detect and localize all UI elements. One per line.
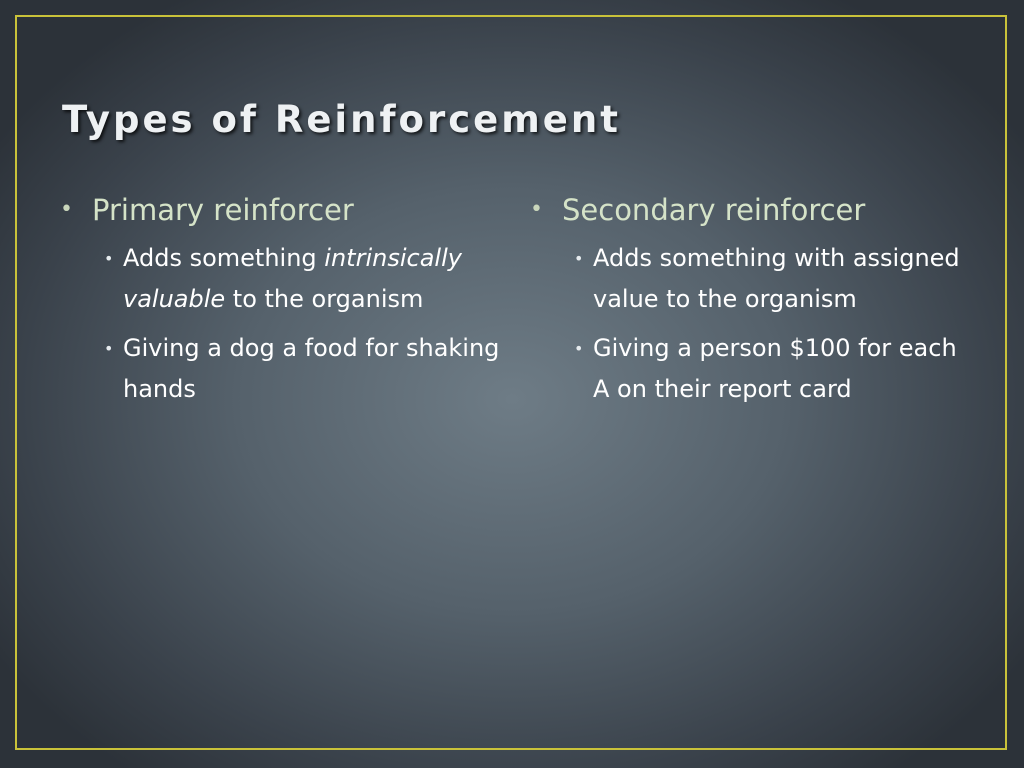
primary-item-1-after: to the organism — [225, 285, 424, 313]
primary-item-1-text — [123, 238, 500, 320]
right-column — [530, 190, 970, 418]
secondary-item-1-text: Adds something with assigned value to the organism — [593, 244, 960, 313]
secondary-reinforcer-bullet — [530, 190, 970, 230]
sub-bullet-icon: • — [574, 249, 584, 268]
secondary-item-2-text: Giving a person $100 for each A on their report card — [593, 334, 957, 403]
primary-item-1-italic: intrinsically valuable — [123, 244, 462, 313]
primary-item-1-before: Adds something — [123, 244, 325, 272]
primary-item-2-text: Giving a dog a food for shaking hands — [123, 334, 500, 403]
slide-title: Types of Reinforcement — [62, 98, 621, 141]
secondary-item-1 — [574, 238, 970, 320]
primary-item-1 — [104, 238, 500, 320]
left-column — [60, 190, 500, 418]
sub-bullet-icon: • — [104, 339, 114, 358]
bullet-icon: • — [530, 197, 543, 222]
sub-bullet-icon: • — [104, 249, 114, 268]
sub-bullet-icon: • — [574, 339, 584, 358]
primary-reinforcer-heading: Primary reinforcer — [92, 193, 354, 227]
bullet-icon: • — [60, 197, 73, 222]
secondary-item-2 — [574, 328, 970, 410]
primary-reinforcer-bullet — [60, 190, 500, 230]
secondary-reinforcer-heading: Secondary reinforcer — [562, 193, 866, 227]
primary-item-2 — [104, 328, 500, 410]
